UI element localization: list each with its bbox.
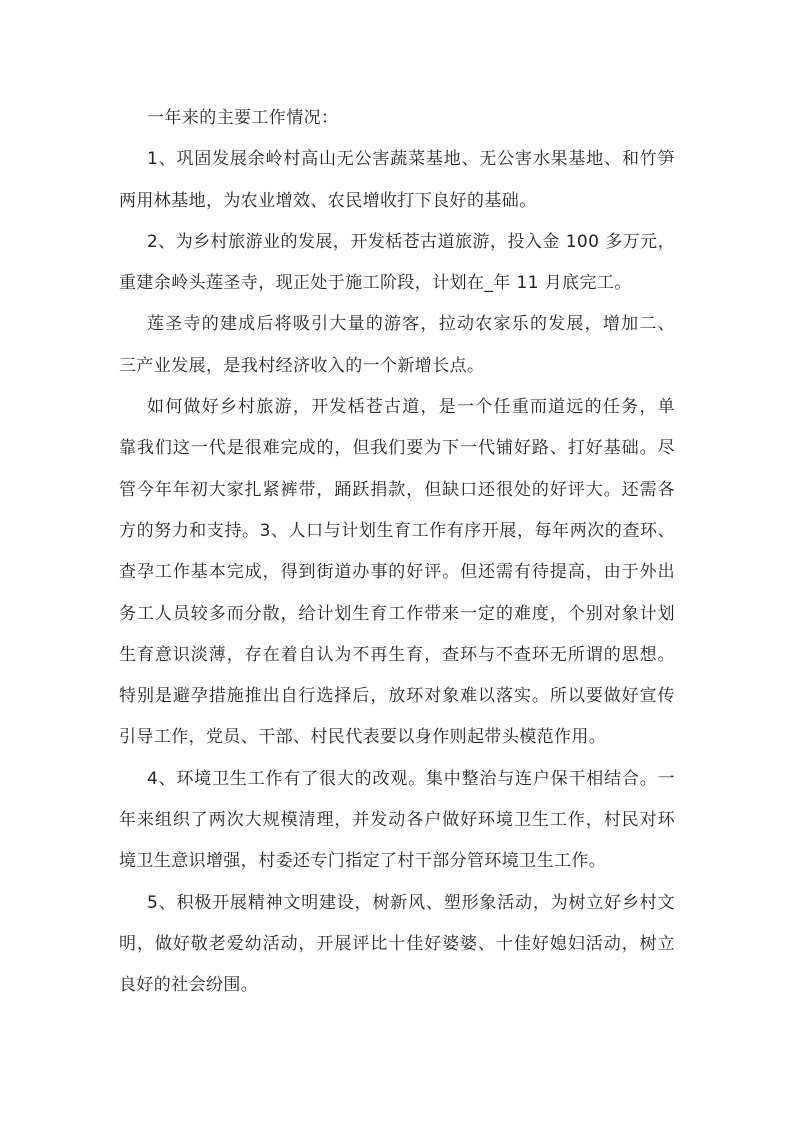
text-line: 莲圣寺的建成后将吸引大量的游客，拉动农家乐的发展，增加二、 <box>147 314 675 335</box>
text-line: 靠我们这一代是很难完成的，但我们要为下一代铺好路、打好基础。尽 <box>119 438 675 459</box>
text-line: 明，做好敬老爱幼活动，开展评比十佳好婆婆、十佳好媳妇活动，树立 <box>119 933 675 954</box>
text-line: 5、积极开展精神文明建设，树新风、塑形象活动，为树立好乡村文 <box>147 892 675 913</box>
text-line: 一年来的主要工作情况： <box>147 108 339 128</box>
text-line: 方的努力和支持。3、人口与计划生育工作有序开展，每年两次的查环、 <box>119 520 675 541</box>
text-line: 境卫生意识增强，村委还专门指定了村干部分管环境卫生工作。 <box>119 851 607 872</box>
document-body <box>119 98 675 1007</box>
text-line: 特别是避孕措施推出自行选择后，放环对象难以落实。所以要做好宣传 <box>119 686 675 707</box>
text-line: 务工人员较多而分散，给计划生育工作带来一定的难度，个别对象计划 <box>119 603 675 624</box>
text-line: 2、为乡村旅游业的发展，开发栝苍古道旅游，投入金 100 多万元， <box>147 231 675 252</box>
text-line: 生育意识淡薄，存在着自认为不再生育，查环与不查环无所谓的思想。 <box>119 644 675 665</box>
text-line: 三产业发展，是我村经济收入的一个新增长点。 <box>119 355 485 376</box>
text-line: 重建余岭头莲圣寺，现正处于施工阶段，计划在_年 11 月底完工。 <box>119 273 632 294</box>
text-line: 1、巩固发展余岭村高山无公害蔬菜基地、无公害水果基地、和竹笋 <box>147 149 675 170</box>
text-line: 如何做好乡村旅游，开发栝苍古道，是一个任重而道远的任务，单 <box>147 397 675 418</box>
text-line: 两用林基地，为农业增效、农民增收打下良好的基础。 <box>119 190 537 211</box>
text-line: 良好的社会纷围。 <box>119 975 259 996</box>
text-line: 4、环境卫生工作有了很大的改观。集中整治与连户保干相结合。一 <box>147 768 675 789</box>
text-line: 管今年年初大家扎紧裤带，踊跃捐款，但缺口还很处的好评大。还需各 <box>119 479 675 500</box>
text-line: 查孕工作基本完成，得到街道办事的好评。但还需有待提高，由于外出 <box>119 562 675 583</box>
text-line: 引导工作，党员、干部、村民代表要以身作则起带头模范作用。 <box>119 727 607 748</box>
text-line: 年来组织了两次大规模清理，并发动各户做好环境卫生工作，村民对环 <box>119 810 675 831</box>
